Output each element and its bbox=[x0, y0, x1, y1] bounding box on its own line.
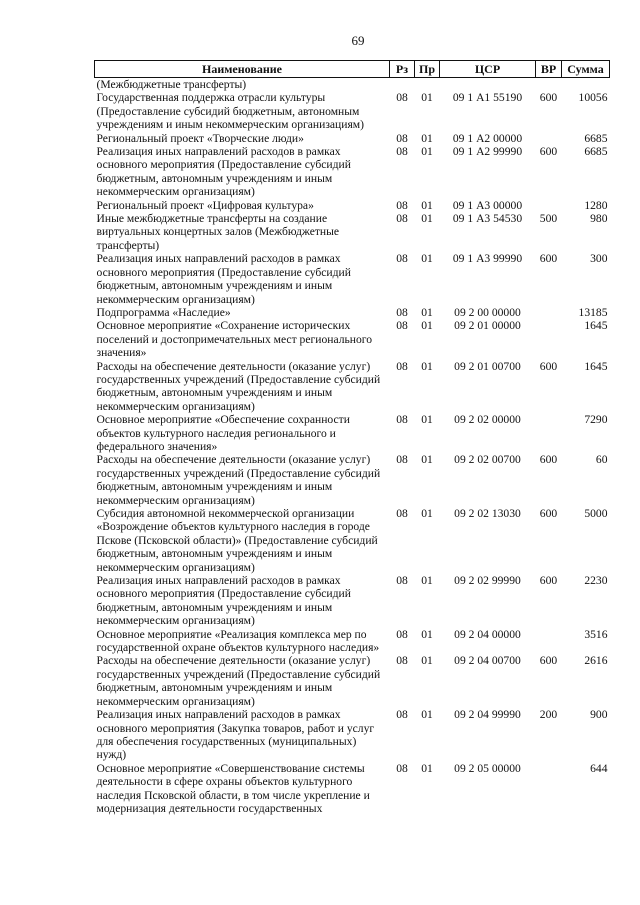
row-rz-cell: 08 bbox=[396, 574, 408, 588]
row-pr-cell: 01 bbox=[421, 198, 433, 212]
column-header-sum: Сумма bbox=[562, 61, 610, 78]
row-sum-cell: 60 bbox=[595, 453, 608, 467]
row-name-cell: Реализация иных направлений расходов в рамках основного мероприятия (Предоставление субсидий бюджетным, автономным учреждениям и иным некоммерческим организациям) bbox=[96, 145, 351, 199]
row-rz-cell bbox=[390, 78, 415, 92]
row-vr-cell: 500 bbox=[539, 212, 558, 226]
row-sum-cell: 6685 bbox=[584, 145, 608, 159]
row-sum-cell bbox=[562, 78, 610, 92]
row-name-cell: Субсидия автономной некоммерческой организации «Возрождение объектов культурного наследия в городе Пскове (Псковской области)» (Предоставление субсидий бюджетным, автономным учреждениям и иным некоммерческим организациям) bbox=[96, 507, 378, 574]
row-csr-cell: 09 2 02 99990 bbox=[454, 574, 521, 588]
column-header-csr: ЦСР bbox=[440, 61, 536, 78]
row-csr-cell: 09 2 00 00000 bbox=[454, 305, 521, 319]
row-name-cell: (Межбюджетные трансферты) bbox=[96, 78, 247, 91]
row-pr-cell: 01 bbox=[421, 319, 433, 333]
row-sum-cell: 900 bbox=[590, 708, 608, 722]
row-rz-cell: 08 bbox=[396, 507, 408, 520]
row-pr-cell bbox=[415, 78, 440, 92]
table-row bbox=[95, 78, 610, 92]
column-header-pr: Пр bbox=[415, 61, 440, 78]
row-rz-cell: 08 bbox=[396, 212, 408, 226]
row-csr-cell: 09 1 А3 54530 bbox=[452, 212, 523, 226]
column-header-vr: ВР bbox=[536, 61, 562, 78]
row-pr-cell: 01 bbox=[421, 359, 433, 373]
row-sum-cell: 6685 bbox=[584, 131, 608, 145]
row-csr-cell: 09 2 05 00000 bbox=[454, 761, 521, 775]
row-csr-cell: 09 2 02 13030 bbox=[454, 507, 521, 520]
row-pr-cell: 01 bbox=[421, 212, 433, 226]
row-rz-cell: 08 bbox=[396, 627, 408, 641]
table-row bbox=[95, 574, 610, 628]
row-sum-cell: 1280 bbox=[584, 198, 608, 212]
row-name-cell: Расходы на обеспечение деятельности (оказание услуг) государственных учреждений (Предоставление субсидий бюджетным, автономным учреждениям и иным некоммерческим организациям) bbox=[96, 453, 381, 507]
row-rz-cell: 08 bbox=[396, 198, 408, 212]
row-name-cell: Региональный проект «Творческие люди» bbox=[96, 131, 304, 145]
row-name-cell: Реализация иных направлений расходов в рамках основного мероприятия (Предоставление субсидий бюджетным, автономным учреждениям и иным некоммерческим организациям) bbox=[96, 574, 351, 628]
row-rz-cell: 08 bbox=[396, 708, 408, 722]
row-pr-cell: 01 bbox=[421, 145, 433, 159]
row-name-cell: Расходы на обеспечение деятельности (оказание услуг) государственных учреждений (Предоставление субсидий бюджетным, автономным учреждениям и иным некоммерческим организациям) bbox=[96, 359, 381, 413]
row-csr-cell: 09 1 А2 00000 bbox=[452, 131, 523, 145]
row-csr-cell bbox=[440, 78, 536, 92]
row-csr-cell: 09 1 А3 99990 bbox=[452, 252, 523, 266]
table-header-row bbox=[95, 61, 610, 78]
row-csr-cell: 09 1 А3 00000 bbox=[452, 198, 523, 212]
table-row bbox=[95, 199, 610, 212]
row-pr-cell: 01 bbox=[421, 453, 433, 467]
row-rz-cell: 08 bbox=[396, 761, 408, 775]
row-vr-cell: 600 bbox=[539, 507, 558, 520]
row-sum-cell: 644 bbox=[590, 761, 608, 775]
row-csr-cell: 09 1 А2 99990 bbox=[452, 145, 523, 159]
row-sum-cell: 7290 bbox=[584, 413, 608, 427]
row-name-cell: Расходы на обеспечение деятельности (оказание услуг) государственных учреждений (Предоставление субсидий бюджетным, автономным учреждениям и иным некоммерческим организациям) bbox=[96, 654, 381, 708]
row-rz-cell: 08 bbox=[396, 145, 408, 159]
row-name-cell: Реализация иных направлений расходов в рамках основного мероприятия (Предоставление субсидий бюджетным, автономным учреждениям и иным некоммерческим организациям) bbox=[96, 252, 351, 306]
row-name-cell: Основное мероприятие «Обеспечение сохранности объектов культурного наследия регионального и федерального значения» bbox=[96, 413, 350, 453]
row-pr-cell: 01 bbox=[421, 413, 433, 427]
budget-table bbox=[94, 60, 610, 815]
row-sum-cell: 2616 bbox=[584, 654, 608, 668]
row-name-cell: Подпрограмма «Наследие» bbox=[96, 305, 231, 319]
row-rz-cell: 08 bbox=[396, 131, 408, 145]
row-sum-cell: 2230 bbox=[584, 574, 608, 588]
row-vr-cell: 600 bbox=[539, 145, 558, 159]
row-name-cell: Иные межбюджетные трансферты на создание виртуальных концертных залов (Межбюджетные трансферты) bbox=[96, 212, 340, 252]
row-rz-cell: 08 bbox=[396, 252, 408, 266]
row-csr-cell: 09 2 01 00700 bbox=[454, 359, 521, 373]
table-body bbox=[95, 78, 610, 816]
row-sum-cell: 3516 bbox=[584, 627, 608, 641]
row-csr-cell: 09 2 04 99990 bbox=[454, 708, 521, 722]
row-pr-cell: 01 bbox=[421, 627, 433, 641]
row-sum-cell: 10056 bbox=[578, 91, 608, 105]
row-sum-cell: 300 bbox=[590, 252, 608, 266]
table-row bbox=[95, 145, 610, 199]
table-row bbox=[95, 762, 610, 816]
row-vr-cell bbox=[536, 628, 562, 655]
row-rz-cell: 08 bbox=[396, 91, 408, 105]
page-number: 69 bbox=[351, 33, 365, 48]
row-name-cell: Основное мероприятие «Сохранение исторических поселений и достопримечательных мест регионального значения» bbox=[96, 319, 373, 360]
row-pr-cell: 01 bbox=[421, 507, 433, 520]
row-rz-cell: 08 bbox=[396, 453, 408, 467]
row-csr-cell: 09 2 02 00000 bbox=[454, 413, 521, 427]
column-header-name: Наименование bbox=[95, 61, 390, 78]
table-row bbox=[95, 654, 610, 708]
table-row bbox=[95, 212, 610, 252]
row-rz-cell: 08 bbox=[396, 413, 408, 427]
row-vr-cell bbox=[536, 306, 562, 319]
row-name-cell: Основное мероприятие «Совершенствование системы деятельности в сфере охраны объектов культурного наследия Псковской области, в том числе укрепление и модернизация деятельности государственных bbox=[96, 761, 370, 815]
table-row bbox=[95, 252, 610, 306]
row-csr-cell: 09 2 04 00700 bbox=[454, 654, 521, 668]
row-vr-cell bbox=[536, 319, 562, 359]
row-sum-cell: 980 bbox=[590, 212, 608, 226]
row-vr-cell: 600 bbox=[539, 252, 558, 266]
table-row bbox=[95, 132, 610, 145]
row-vr-cell: 200 bbox=[539, 708, 558, 722]
row-pr-cell: 01 bbox=[421, 131, 433, 145]
row-vr-cell bbox=[536, 132, 562, 145]
row-pr-cell: 01 bbox=[421, 91, 433, 105]
row-vr-cell: 600 bbox=[539, 574, 558, 588]
row-name-cell: Реализация иных направлений расходов в рамках основного мероприятия (Закупка товаров, работ и услуг для обеспечения государственных (муниципальных) нужд) bbox=[96, 708, 375, 762]
row-pr-cell: 01 bbox=[421, 305, 433, 319]
row-vr-cell: 600 bbox=[539, 654, 558, 668]
table-row bbox=[95, 91, 610, 131]
row-csr-cell: 09 2 01 00000 bbox=[454, 319, 521, 333]
row-vr-cell: 600 bbox=[539, 91, 558, 105]
row-pr-cell: 01 bbox=[421, 252, 433, 266]
row-pr-cell: 01 bbox=[421, 654, 433, 668]
row-sum-cell: 5000 bbox=[584, 507, 608, 520]
table-row bbox=[95, 360, 610, 414]
row-sum-cell: 13185 bbox=[578, 305, 608, 319]
row-vr-cell bbox=[536, 762, 562, 816]
table-row bbox=[95, 453, 610, 507]
table-row bbox=[95, 319, 610, 359]
row-sum-cell: 1645 bbox=[584, 319, 608, 333]
row-name-cell: Региональный проект «Цифровая культура» bbox=[96, 198, 314, 212]
row-rz-cell: 08 bbox=[396, 654, 408, 668]
row-vr-cell: 600 bbox=[539, 359, 558, 373]
column-header-rz: Рз bbox=[390, 61, 415, 78]
table-row bbox=[95, 708, 610, 762]
row-csr-cell: 09 2 02 00700 bbox=[454, 453, 521, 467]
row-csr-cell: 09 1 А1 55190 bbox=[452, 91, 523, 105]
row-vr-cell bbox=[536, 199, 562, 212]
row-csr-cell: 09 2 04 00000 bbox=[454, 627, 521, 641]
table-row bbox=[95, 628, 610, 655]
row-vr-cell bbox=[536, 78, 562, 92]
row-rz-cell: 08 bbox=[396, 359, 408, 373]
row-pr-cell: 01 bbox=[421, 761, 433, 775]
row-sum-cell: 1645 bbox=[584, 359, 608, 373]
row-vr-cell bbox=[536, 413, 562, 453]
row-name-cell: Основное мероприятие «Реализация комплекса мер по государственной охране объектов культурного наследия» bbox=[96, 627, 380, 655]
table-row bbox=[95, 413, 610, 453]
table-row bbox=[95, 507, 610, 574]
row-rz-cell: 08 bbox=[396, 319, 408, 333]
row-name-cell: Государственная поддержка отрасли культуры (Предоставление субсидий бюджетным, автономным учреждениям и иным некоммерческим организациям) bbox=[96, 91, 364, 132]
row-pr-cell: 01 bbox=[421, 574, 433, 588]
row-pr-cell: 01 bbox=[421, 708, 433, 722]
row-rz-cell: 08 bbox=[396, 305, 408, 319]
row-vr-cell: 600 bbox=[539, 453, 558, 467]
table-row bbox=[95, 306, 610, 319]
